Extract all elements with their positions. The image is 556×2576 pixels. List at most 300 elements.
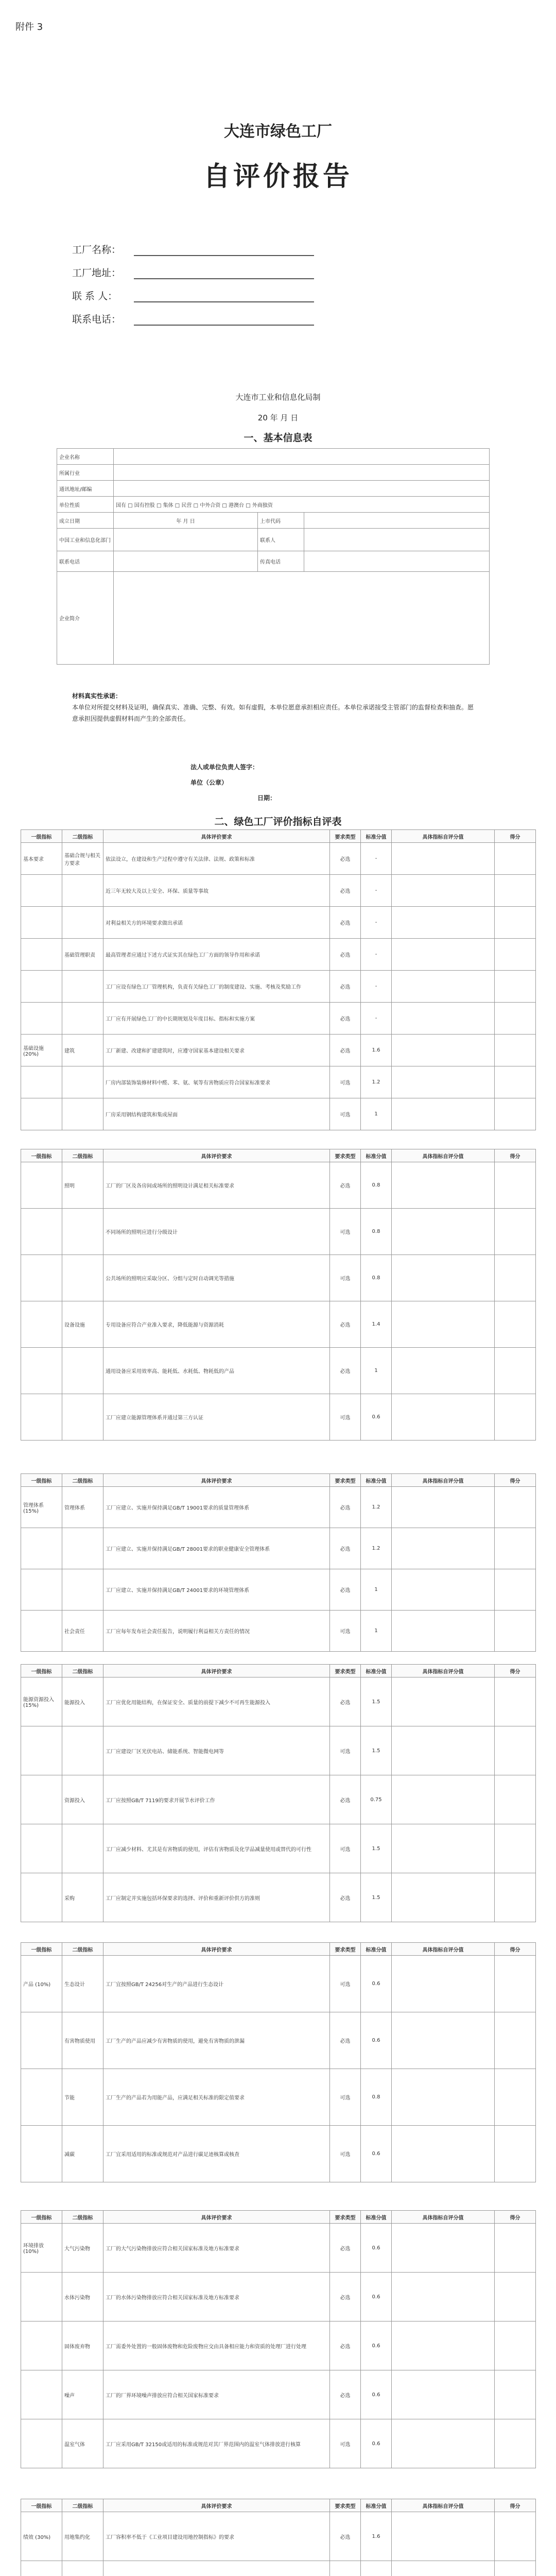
table-row bbox=[21, 1775, 536, 1824]
column-header: 具体评价要求 bbox=[103, 2499, 330, 2512]
level2-cell: 管理体系 bbox=[62, 1487, 103, 1528]
level1-cell: 能源资源投入 (15%) bbox=[21, 1677, 62, 1726]
self-score-cell[interactable] bbox=[392, 1035, 495, 1066]
level2-cell: 水体污染物 bbox=[62, 2273, 103, 2321]
column-header: 要求类型 bbox=[330, 830, 361, 843]
type-cell: 必选 bbox=[330, 875, 361, 907]
requirement-cell: 公共场所的照明应采取分区、分组与定时自动调光等措施 bbox=[103, 1255, 330, 1301]
got-score-cell[interactable] bbox=[495, 2321, 536, 2370]
self-score-cell[interactable] bbox=[392, 1348, 495, 1394]
score-cell: 1 bbox=[361, 1569, 392, 1611]
self-score-cell[interactable] bbox=[392, 2321, 495, 2370]
got-score-cell[interactable] bbox=[495, 1035, 536, 1066]
got-score-cell[interactable] bbox=[495, 2512, 536, 2561]
requirement-cell: 工厂应建立、实施并保持满足GB/T 24001要求的环境管理体系 bbox=[103, 1569, 330, 1611]
score-cell: 0.6 bbox=[361, 2224, 392, 2273]
column-header: 要求类型 bbox=[330, 2499, 361, 2512]
level2-cell bbox=[62, 1394, 103, 1440]
column-header: 一级指标 bbox=[21, 2499, 62, 2512]
score-cell: 0.6 bbox=[361, 2273, 392, 2321]
requirement-cell: 工厂应建立能源管理体系并通过第三方认证 bbox=[103, 1394, 330, 1440]
column-header: 标准分值 bbox=[361, 1474, 392, 1487]
eval-table-block-3 bbox=[21, 1473, 536, 1652]
level1-cell bbox=[21, 1348, 62, 1394]
self-score-cell[interactable] bbox=[392, 1775, 495, 1824]
got-score-cell[interactable] bbox=[495, 1098, 536, 1130]
self-score-cell[interactable] bbox=[392, 1255, 495, 1301]
column-header: 具体指标自评分值 bbox=[392, 830, 495, 843]
table-row bbox=[21, 1162, 536, 1209]
requirement-cell: 工厂应建设厂区光伏电站、储能系统、智能微电网等 bbox=[103, 1726, 330, 1775]
got-score-cell[interactable] bbox=[495, 1301, 536, 1348]
got-score-cell[interactable] bbox=[495, 843, 536, 875]
table-row bbox=[21, 971, 536, 1003]
table-row bbox=[21, 1255, 536, 1301]
level2-cell bbox=[62, 1824, 103, 1873]
column-header: 得分 bbox=[495, 830, 536, 843]
got-score-cell[interactable] bbox=[495, 1003, 536, 1035]
column-header: 二级指标 bbox=[62, 1474, 103, 1487]
got-score-cell[interactable] bbox=[495, 1611, 536, 1652]
column-header: 要求类型 bbox=[330, 2211, 361, 2224]
table-row bbox=[21, 2321, 536, 2370]
score-cell: 0.6 bbox=[361, 2012, 392, 2069]
table-row bbox=[21, 1487, 536, 1528]
self-score-cell[interactable] bbox=[392, 2273, 495, 2321]
score-cell: 0.75 bbox=[361, 1775, 392, 1824]
level1-cell bbox=[21, 971, 62, 1003]
self-score-cell[interactable] bbox=[392, 2561, 495, 2576]
level2-cell: 采购 bbox=[62, 1873, 103, 1922]
table-row bbox=[21, 1611, 536, 1652]
score-cell: 1.2 bbox=[361, 1066, 392, 1098]
level1-cell bbox=[21, 2126, 62, 2182]
table-row bbox=[21, 1066, 536, 1098]
got-score-cell[interactable] bbox=[495, 2419, 536, 2468]
level2-cell bbox=[62, 1348, 103, 1394]
type-cell: 可选 bbox=[330, 2126, 361, 2182]
requirement-cell: 工厂应每年发布社会责任报告，说明履行利益相关方责任的情况 bbox=[103, 1611, 330, 1652]
level2-cell bbox=[62, 1569, 103, 1611]
column-header: 具体评价要求 bbox=[103, 2211, 330, 2224]
level1-cell bbox=[21, 1873, 62, 1922]
column-header: 标准分值 bbox=[361, 830, 392, 843]
self-score-cell[interactable] bbox=[392, 1301, 495, 1348]
level1-cell: 基础设施 (20%) bbox=[21, 1035, 62, 1066]
level1-cell bbox=[21, 1775, 62, 1824]
level1-cell: 基本要求 bbox=[21, 843, 62, 875]
requirement-cell: 工厂应减少材料、尤其是有害物质的使用，评估有害物质及化学品减量使用或替代的可行性 bbox=[103, 1824, 330, 1873]
self-score-cell[interactable] bbox=[392, 2419, 495, 2468]
type-cell: 可选 bbox=[330, 1824, 361, 1873]
basic-info-table: 企业名称 所属行业 通讯地址/邮编 单位性质 国有 □ 国有控股 □ 集体 □ 民营 □ 中外合资 □ 港澳台 □ 外商独资 成立日期 年 月 日 上市代码 中国工业和信息化部门 联系人 联系电话 传真电话 企业简介 bbox=[57, 448, 490, 665]
column-header: 一级指标 bbox=[21, 830, 62, 843]
type-cell: 必选 bbox=[330, 2224, 361, 2273]
got-score-cell[interactable] bbox=[495, 1209, 536, 1255]
table-row bbox=[21, 1873, 536, 1922]
score-cell: 1 bbox=[361, 1611, 392, 1652]
table-row bbox=[21, 2273, 536, 2321]
got-score-cell[interactable] bbox=[495, 2370, 536, 2419]
type-cell: 必选 bbox=[330, 2512, 361, 2561]
table-row bbox=[21, 2012, 536, 2069]
level1-cell bbox=[21, 1162, 62, 1209]
got-score-cell[interactable] bbox=[495, 1677, 536, 1726]
level1-cell bbox=[21, 2321, 62, 2370]
column-header: 具体指标自评分值 bbox=[392, 2211, 495, 2224]
level1-cell bbox=[21, 2273, 62, 2321]
score-cell: 1.5 bbox=[361, 1726, 392, 1775]
city-title: 大连市绿色工厂 bbox=[224, 123, 332, 141]
score-cell: 1.6 bbox=[361, 2512, 392, 2561]
table-row bbox=[21, 1569, 536, 1611]
self-score-cell[interactable] bbox=[392, 1487, 495, 1528]
report-title: 自评价报告 bbox=[203, 161, 353, 192]
requirement-cell: 工厂应有开展绿色工厂的中长期规划及年度目标、指标和实施方案 bbox=[103, 1003, 330, 1035]
self-score-cell[interactable] bbox=[392, 1956, 495, 2012]
requirement-cell: 工厂的厂界环境噪声排放应符合相关国家标准要求 bbox=[103, 2370, 330, 2419]
score-cell: 0.8 bbox=[361, 2069, 392, 2126]
column-header: 标准分值 bbox=[361, 2499, 392, 2512]
column-header: 得分 bbox=[495, 1474, 536, 1487]
level2-cell bbox=[62, 1528, 103, 1569]
requirement-cell: 工厂应建立、实施并保持满足GB/T 19001要求的质量管理体系 bbox=[103, 1487, 330, 1528]
level2-cell: 减碳 bbox=[62, 2126, 103, 2182]
self-score-cell[interactable] bbox=[392, 1209, 495, 1255]
level1-cell bbox=[21, 939, 62, 971]
column-header: 标准分值 bbox=[361, 2211, 392, 2224]
got-score-cell[interactable] bbox=[495, 1873, 536, 1922]
level2-cell bbox=[62, 1209, 103, 1255]
got-score-cell[interactable] bbox=[495, 1775, 536, 1824]
score-cell: 1.2 bbox=[361, 1528, 392, 1569]
type-cell: 可选 bbox=[330, 1611, 361, 1652]
got-score-cell[interactable] bbox=[495, 1956, 536, 2012]
level1-cell bbox=[21, 1066, 62, 1098]
level2-cell bbox=[62, 875, 103, 907]
table-row bbox=[21, 1394, 536, 1440]
column-header: 具体指标自评分值 bbox=[392, 2499, 495, 2512]
table-row bbox=[21, 1528, 536, 1569]
self-score-cell[interactable] bbox=[392, 1569, 495, 1611]
type-cell: 可选 bbox=[330, 2419, 361, 2468]
score-cell: - bbox=[361, 971, 392, 1003]
self-score-cell[interactable] bbox=[392, 1066, 495, 1098]
type-cell: 必选 bbox=[330, 907, 361, 939]
self-score-cell[interactable] bbox=[392, 875, 495, 907]
table-row bbox=[21, 1677, 536, 1726]
self-score-cell[interactable] bbox=[392, 1003, 495, 1035]
score-cell: - bbox=[361, 907, 392, 939]
score-cell: 1 bbox=[361, 1098, 392, 1130]
self-score-cell[interactable] bbox=[392, 2512, 495, 2561]
got-score-cell[interactable] bbox=[495, 1066, 536, 1098]
score-cell: 1.2 bbox=[361, 1487, 392, 1528]
level2-cell: 温室气体 bbox=[62, 2419, 103, 2468]
level2-cell bbox=[62, 1066, 103, 1098]
score-cell: 1.5 bbox=[361, 1677, 392, 1726]
phone-line[interactable] bbox=[134, 315, 314, 326]
column-header: 要求类型 bbox=[330, 1149, 361, 1162]
level1-cell: 环境排放 (10%) bbox=[21, 2224, 62, 2273]
score-cell: 0.6 bbox=[361, 2419, 392, 2468]
score-cell: - bbox=[361, 939, 392, 971]
level1-cell bbox=[21, 1569, 62, 1611]
type-cell: 必选 bbox=[330, 2370, 361, 2419]
got-score-cell[interactable] bbox=[495, 1726, 536, 1775]
level1-cell bbox=[21, 2561, 62, 2576]
level1-cell bbox=[21, 907, 62, 939]
got-score-cell[interactable] bbox=[495, 2561, 536, 2576]
score-cell bbox=[361, 2561, 392, 2576]
level1-cell bbox=[21, 1209, 62, 1255]
type-cell: 必选 bbox=[330, 1487, 361, 1528]
cover-field-phone: 联系电话： bbox=[72, 312, 314, 326]
level1-cell bbox=[21, 1098, 62, 1130]
column-header: 要求类型 bbox=[330, 1474, 361, 1487]
column-header: 得分 bbox=[495, 1149, 536, 1162]
requirement-cell: 厂房采用钢结构建筑和集成屋面 bbox=[103, 1098, 330, 1130]
type-cell: 可选 bbox=[330, 1098, 361, 1130]
score-cell: 0.6 bbox=[361, 2126, 392, 2182]
self-score-cell[interactable] bbox=[392, 1726, 495, 1775]
type-cell: 必选 bbox=[330, 1003, 361, 1035]
score-cell: - bbox=[361, 1003, 392, 1035]
table-row bbox=[21, 1348, 536, 1394]
level2-cell: 用地集约化 bbox=[62, 2512, 103, 2561]
self-score-cell[interactable] bbox=[392, 2370, 495, 2419]
requirement-cell: 对利益相关方的环境要求做出承诺 bbox=[103, 907, 330, 939]
got-score-cell[interactable] bbox=[495, 1824, 536, 1873]
got-score-cell[interactable] bbox=[495, 1394, 536, 1440]
score-cell: 1.5 bbox=[361, 1873, 392, 1922]
level1-cell bbox=[21, 1611, 62, 1652]
self-score-cell[interactable] bbox=[392, 971, 495, 1003]
column-header: 二级指标 bbox=[62, 2211, 103, 2224]
column-header: 一级指标 bbox=[21, 1665, 62, 1677]
level1-cell bbox=[21, 1528, 62, 1569]
type-cell: 可选 bbox=[330, 1209, 361, 1255]
requirement-cell: 工厂的厂区及各房间或场所的照明设计满足相关标准要求 bbox=[103, 1162, 330, 1209]
eval-table-block-5 bbox=[21, 1942, 536, 2182]
self-score-cell[interactable] bbox=[392, 1162, 495, 1209]
requirement-cell: 工厂生产的产品若为用能产品，应满足相关标准的限定值要求 bbox=[103, 2069, 330, 2126]
section2-title: 二、绿色工厂评价指标自评表 bbox=[214, 816, 342, 827]
table-header-row bbox=[21, 1665, 536, 1677]
score-cell: 1.6 bbox=[361, 1035, 392, 1066]
level2-cell: 基础管理职责 bbox=[62, 939, 103, 971]
level2-cell: 基础合规与相关方要求 bbox=[62, 843, 103, 875]
type-cell: 必选 bbox=[330, 1569, 361, 1611]
level1-cell bbox=[21, 1301, 62, 1348]
cover-field-factory-name: 工厂名称： bbox=[72, 242, 314, 256]
table-header-row bbox=[21, 1943, 536, 1956]
type-cell: 可选 bbox=[330, 2069, 361, 2126]
got-score-cell[interactable] bbox=[495, 1162, 536, 1209]
type-cell bbox=[330, 2561, 361, 2576]
level1-cell bbox=[21, 1824, 62, 1873]
column-header: 二级指标 bbox=[62, 2499, 103, 2512]
got-score-cell[interactable] bbox=[495, 907, 536, 939]
requirement-cell: 工厂宜采用适用的标准或规范对产品进行碳足迹核算或核查 bbox=[103, 2126, 330, 2182]
level1-cell bbox=[21, 2012, 62, 2069]
level2-cell: 照明 bbox=[62, 1162, 103, 1209]
seal: 单位（公章） bbox=[190, 779, 228, 786]
level2-cell: 设备设施 bbox=[62, 1301, 103, 1348]
type-cell: 必选 bbox=[330, 843, 361, 875]
column-header: 具体指标自评分值 bbox=[392, 1943, 495, 1956]
column-header: 具体评价要求 bbox=[103, 1474, 330, 1487]
table-row bbox=[21, 843, 536, 875]
table-row bbox=[21, 2224, 536, 2273]
level2-cell bbox=[62, 2561, 103, 2576]
got-score-cell[interactable] bbox=[495, 875, 536, 907]
type-cell: 可选 bbox=[330, 1726, 361, 1775]
type-cell: 必选 bbox=[330, 1348, 361, 1394]
self-score-cell[interactable] bbox=[392, 1873, 495, 1922]
table-row bbox=[21, 2512, 536, 2561]
level2-cell: 噪声 bbox=[62, 2370, 103, 2419]
self-score-cell[interactable] bbox=[392, 1394, 495, 1440]
self-score-cell[interactable] bbox=[392, 843, 495, 875]
got-score-cell[interactable] bbox=[495, 2224, 536, 2273]
contact-line[interactable] bbox=[134, 292, 314, 302]
got-score-cell[interactable] bbox=[495, 939, 536, 971]
self-score-cell[interactable] bbox=[392, 1677, 495, 1726]
cover-field-contact: 联 系 人： bbox=[72, 289, 314, 302]
column-header: 得分 bbox=[495, 1943, 536, 1956]
got-score-cell[interactable] bbox=[495, 1487, 536, 1528]
self-score-cell[interactable] bbox=[392, 2012, 495, 2069]
requirement-cell: 工厂应建立、实施并保持满足GB/T 28001要求的职业健康安全管理体系 bbox=[103, 1528, 330, 1569]
requirement-cell: 工厂的水体污染物排放应符合相关国家标准及地方标准要求 bbox=[103, 2273, 330, 2321]
type-cell: 必选 bbox=[330, 1301, 361, 1348]
score-cell: 0.8 bbox=[361, 1255, 392, 1301]
score-cell: 1 bbox=[361, 1348, 392, 1394]
column-header: 具体评价要求 bbox=[103, 830, 330, 843]
column-header: 标准分值 bbox=[361, 1149, 392, 1162]
got-score-cell[interactable] bbox=[495, 1348, 536, 1394]
level1-cell bbox=[21, 1726, 62, 1775]
got-score-cell[interactable] bbox=[495, 1528, 536, 1569]
level1-cell: 绩效 (30%) bbox=[21, 2512, 62, 2561]
level1-cell bbox=[21, 2069, 62, 2126]
table-row bbox=[21, 1956, 536, 2012]
self-score-cell[interactable] bbox=[392, 1528, 495, 1569]
type-cell: 可选 bbox=[330, 1255, 361, 1301]
level2-cell bbox=[62, 971, 103, 1003]
level1-cell bbox=[21, 1003, 62, 1035]
got-score-cell[interactable] bbox=[495, 971, 536, 1003]
table-row bbox=[21, 2419, 536, 2468]
table-row bbox=[21, 2370, 536, 2419]
self-score-cell[interactable] bbox=[392, 939, 495, 971]
level1-cell bbox=[21, 1255, 62, 1301]
level2-cell bbox=[62, 907, 103, 939]
score-cell: - bbox=[361, 875, 392, 907]
got-score-cell[interactable] bbox=[495, 2273, 536, 2321]
type-cell: 必选 bbox=[330, 2012, 361, 2069]
level1-cell bbox=[21, 1394, 62, 1440]
table-header-row bbox=[21, 2211, 536, 2224]
attachment-label: 附件 3 bbox=[15, 22, 43, 32]
type-cell: 必选 bbox=[330, 1162, 361, 1209]
requirement-cell: 不同场所的照明应进行分级设计 bbox=[103, 1209, 330, 1255]
column-header: 具体指标自评分值 bbox=[392, 1149, 495, 1162]
eval-table-block-2 bbox=[21, 1149, 536, 1440]
table-row bbox=[21, 1209, 536, 1255]
eval-table-block-6 bbox=[21, 2210, 536, 2468]
type-cell: 必选 bbox=[330, 939, 361, 971]
factory-name-line[interactable] bbox=[134, 246, 314, 256]
got-score-cell[interactable] bbox=[495, 1255, 536, 1301]
table-row bbox=[21, 1003, 536, 1035]
eval-table-block-7 bbox=[21, 2499, 536, 2576]
eval-table-block-4 bbox=[21, 1664, 536, 1922]
score-cell: 0.8 bbox=[361, 1162, 392, 1209]
self-score-cell[interactable] bbox=[392, 2126, 495, 2182]
level2-cell: 固体废弃物 bbox=[62, 2321, 103, 2370]
self-score-cell[interactable] bbox=[392, 1098, 495, 1130]
self-score-cell[interactable] bbox=[392, 2069, 495, 2126]
address-line[interactable] bbox=[134, 269, 314, 279]
got-score-cell[interactable] bbox=[495, 2126, 536, 2182]
self-score-cell[interactable] bbox=[392, 1824, 495, 1873]
cover-field-address: 工厂地址： bbox=[72, 265, 314, 279]
level2-cell: 社会责任 bbox=[62, 1611, 103, 1652]
requirement-cell: 工厂应优化用能结构，在保证安全、质量的前提下减少不可再生能源投入 bbox=[103, 1677, 330, 1726]
column-header: 二级指标 bbox=[62, 1149, 103, 1162]
issuer: 大连市工业和信息化局制 bbox=[235, 393, 321, 402]
got-score-cell[interactable] bbox=[495, 1569, 536, 1611]
score-cell: 1.5 bbox=[361, 1824, 392, 1873]
sign-date: 日期： bbox=[257, 794, 276, 802]
level1-cell bbox=[21, 875, 62, 907]
declaration: 材料真实性承诺： 本单位对所提交材料及证明，确保真实、准确、完整、有效。如有虚假，本单位愿意承担相应责任。本单位承诺接受主管部门的监督检查和抽查。愿意承担因提供虚假材料而产生的全部责任。 bbox=[72, 692, 474, 722]
level2-cell bbox=[62, 1726, 103, 1775]
table-row bbox=[21, 1726, 536, 1775]
requirement-cell: 工厂应采用GB/T 32150或适用的标准或规范对其厂界范围内的温室气体排放进行核算 bbox=[103, 2419, 330, 2468]
level2-cell: 有害物质使用 bbox=[62, 2012, 103, 2069]
type-cell: 必选 bbox=[330, 2273, 361, 2321]
score-cell: 0.6 bbox=[361, 1956, 392, 2012]
requirement-cell: 工厂应设有绿色工厂管理机构，负责有关绿色工厂的制度建设、实施、考核及奖励工作 bbox=[103, 971, 330, 1003]
type-cell: 必选 bbox=[330, 1873, 361, 1922]
type-cell: 必选 bbox=[330, 1528, 361, 1569]
column-header: 要求类型 bbox=[330, 1943, 361, 1956]
got-score-cell[interactable] bbox=[495, 2069, 536, 2126]
table-row bbox=[21, 1098, 536, 1130]
level2-cell: 能源投入 bbox=[62, 1677, 103, 1726]
got-score-cell[interactable] bbox=[495, 2012, 536, 2069]
self-score-cell[interactable] bbox=[392, 907, 495, 939]
column-header: 得分 bbox=[495, 2499, 536, 2512]
self-score-cell[interactable] bbox=[392, 1611, 495, 1652]
type-cell: 必选 bbox=[330, 971, 361, 1003]
table-row bbox=[21, 1824, 536, 1873]
level1-cell: 管理体系 (15%) bbox=[21, 1487, 62, 1528]
score-cell: 1.4 bbox=[361, 1301, 392, 1348]
requirement-cell: 厂房内部装饰装修材料中醛、苯、氨、氡等有害物质应符合国家标准要求 bbox=[103, 1066, 330, 1098]
table-row bbox=[21, 2561, 536, 2576]
level2-cell bbox=[62, 1003, 103, 1035]
type-cell: 可选 bbox=[330, 1394, 361, 1440]
type-cell: 必选 bbox=[330, 1035, 361, 1066]
type-cell: 必选 bbox=[330, 2321, 361, 2370]
self-score-cell[interactable] bbox=[392, 2224, 495, 2273]
table-row bbox=[21, 907, 536, 939]
table-row bbox=[21, 1035, 536, 1066]
